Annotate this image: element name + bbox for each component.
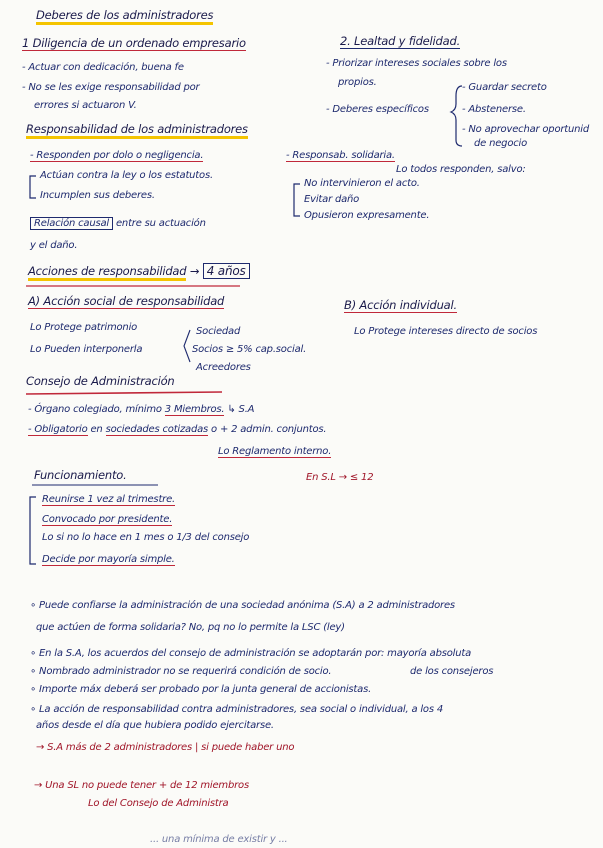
note-5b: años desde el día que hubiera podido ejercitarse. (36, 720, 274, 731)
acciones-box: 4 años (203, 263, 250, 279)
func-line-4 (42, 554, 175, 565)
solidaria-1: No intervinieron el acto. (304, 178, 420, 189)
note-2b: de los consejeros (410, 666, 494, 677)
note-2a: ∘ En la S.A, los acuerdos del consejo de administración se adoptarán por: mayoría absoluta (30, 648, 472, 659)
note-1b: que actúen de forma solidaria? No, pq no lo permite la LSC (ley) (36, 622, 345, 633)
func-3: Lo si no lo hace en 1 mes o 1/3 del consejo (42, 532, 250, 543)
pueden-3: Acreedores (196, 362, 251, 373)
note-6: → S.A más de 2 administradores | si puede haber uno (36, 742, 295, 753)
protege-a: Lo Protege patrimonio (30, 322, 138, 333)
especifico-2: - Abstenerse. (462, 104, 526, 115)
func-line-1 (42, 494, 175, 505)
consejo-2b: en (90, 424, 103, 435)
note-4: ∘ Importe máx deberá ser probado por la junta general de accionistas. (30, 684, 372, 695)
func-4: Decide por mayoría simple. (42, 554, 175, 565)
reglamento-text: Lo Reglamento interno. (218, 446, 332, 457)
consejo-1b: 3 Miembros. (164, 404, 225, 415)
diligencia-line-2: - No se les exige responsabilidad por (22, 82, 200, 93)
especifico-4: de negocio (474, 138, 528, 149)
funcionamiento-heading: Funcionamiento. (34, 468, 127, 482)
solidaria-note: Lo todos responden, salvo: (396, 164, 526, 175)
bracket-funcionamiento (30, 497, 36, 564)
underline-consejo (26, 392, 222, 394)
protege-b: Lo Protege intereses directo de socios (354, 326, 538, 337)
acciones-heading: Acciones de responsabilidad (28, 264, 186, 281)
func-1: Reunirse 1 vez al trimestre. (42, 494, 176, 505)
note-7a: → Una SL no puede tener + de 12 miembros (34, 780, 249, 791)
solidaria-3: Opusieron expresamente. (304, 210, 430, 221)
consejo-1a: - Órgano colegiado, mínimo (28, 404, 162, 415)
pueden-1: Sociedad (196, 326, 241, 337)
lealtad-line-3: - Deberes específicos (326, 104, 429, 115)
func-2: Convocado por presidente. (42, 514, 173, 525)
accion-social-heading: A) Acción social de responsabilidad (28, 294, 225, 308)
dolo-heading: - Responden por dolo o negligencia. (30, 150, 204, 161)
especifico-3: - No aprovechar oportunid (462, 124, 590, 135)
lealtad-line-1: - Priorizar intereses sociales sobre los (326, 58, 507, 69)
bracket-solidaria (294, 184, 300, 216)
consejo-2a: - Obligatorio (28, 424, 88, 435)
causal-rest: entre su actuación (115, 218, 206, 229)
pueden-a: Lo Pueden interponerla (30, 344, 143, 355)
diligencia-heading: 1 Diligencia de un ordenado empresario (22, 36, 246, 50)
consejo-1c: ↳ S.A (227, 404, 255, 415)
note-1a: ∘ Puede confiarse la administración de una sociedad anónima (S.A) a 2 administradores (30, 600, 455, 611)
acciones-row (28, 264, 250, 278)
brace-pueden (184, 330, 190, 362)
diligencia-line-1: - Actuar con dedicación, buena fe (22, 62, 184, 73)
note-7b: Lo del Consejo de Administra (88, 798, 229, 809)
lealtad-line-2: propios. (338, 77, 377, 88)
consejo-line-2 (28, 424, 326, 435)
acciones-arrow: → (189, 264, 200, 278)
solidaria-2: Evitar daño (304, 194, 360, 205)
reglamento (218, 446, 331, 457)
consejo-line-1 (28, 404, 254, 415)
lealtad-heading: 2. Lealtad y fidelidad. (340, 34, 461, 48)
bracket-dolo (30, 176, 36, 198)
brace-especificos (451, 86, 462, 146)
consejo-2d: o + 2 admin. conjuntos. (211, 424, 327, 435)
note-3: ∘ Nombrado administrador no se requerirá condición de socio. (30, 666, 332, 677)
page-title: Deberes de los administradores (36, 8, 213, 25)
dolo-line-2: Incumplen sus deberes. (40, 190, 155, 201)
especifico-1: - Guardar secreto (462, 82, 547, 93)
func-line-2 (42, 514, 172, 525)
sl-note: En S.L → ≤ 12 (306, 472, 374, 483)
dolo-line-1: Actúan contra la ley o los estatutos. (40, 170, 213, 181)
note-5a: ∘ La acción de responsabilidad contra administradores, sea social o individual, a los 4 (30, 704, 444, 715)
note-cut-off: ... una mínima de existir y ... (150, 834, 288, 845)
solidaria-heading: - Responsab. solidaria. (286, 150, 395, 161)
consejo-2c: sociedades cotizadas (105, 424, 209, 435)
causal-box: Relación causal (30, 217, 113, 230)
pueden-2: Socios ≥ 5% cap.social. (192, 344, 307, 355)
causal-line (30, 218, 206, 229)
causal-line-2: y el daño. (30, 240, 78, 251)
diligencia-line-3: errores si actuaron V. (34, 100, 137, 111)
accion-individual-heading: B) Acción individual. (344, 298, 457, 312)
consejo-heading: Consejo de Administración (26, 374, 175, 388)
responsabilidad-heading: Responsabilidad de los administradores (26, 122, 248, 139)
